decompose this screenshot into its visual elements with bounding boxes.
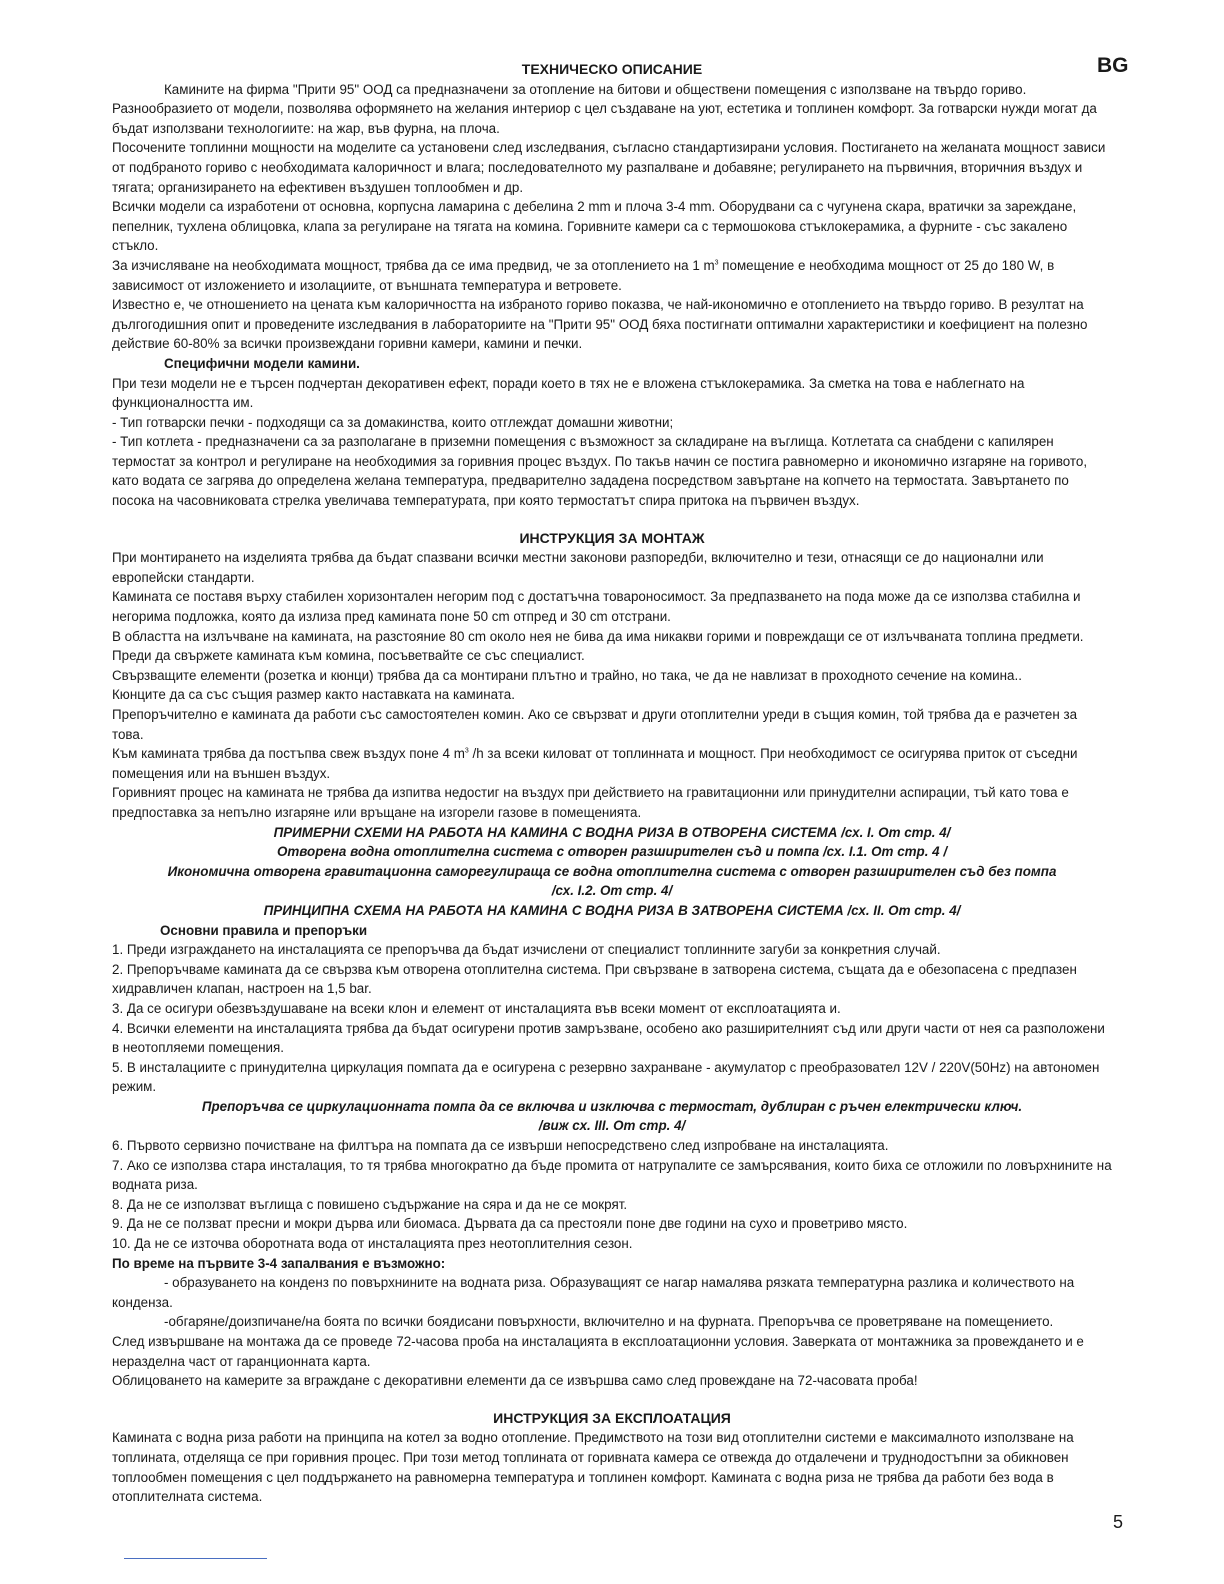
rule-item: 6. Първото сервизно почистване на филтъра на помпата да се извърши непосредствено след изпробване на инсталацията. <box>112 1138 889 1154</box>
paragraph: След извършване на монтажа да се проведе 72-часова проба на инсталацията в експлоатационни условия. Заверката от монтажника за провеждането и е неразделна част от гаранционната карта. <box>112 1334 1084 1369</box>
paragraph: Облицоването на камерите за вграждане с декоративни елементи да се извършва само след провеждане на 72-часовата проба! <box>112 1373 918 1389</box>
text-run: За изчисляване на необходимата мощност, трябва да се има предвид, че за отоплението на 1 m <box>112 257 715 273</box>
paragraph: Посочените топлинни мощности на моделите са установени след изследвания, съгласно стандартизирани условия. Постигането на желаната мощност зависи от подбраното гориво с необходимата калоричност и влага; последователното му разпалване и добавяне; регулирането на първичния, вторичния въздух и тягата; организирането на ефективен въздушен топлообмен и др. <box>112 140 1106 195</box>
paragraph: Известно е, че отношението на цената към калоричността на избраното гориво показва, че най-икономично е отоплението на твърдо гориво. В резултат на дългогодишния опит и проведените изследвания в лабораториите на "Прити 95" ООД бяха постигнати оптимални характеристики и коефициент на полезно действие 60-80% за всички произвеждани горивни камери, камини и печки. <box>112 297 1088 352</box>
rule-item: 4. Всички елементи на инсталацията трябва да бъдат осигурени против замръзване, особено ако разширителният съд или други части от нея са разположени в неотопляеми помещения. <box>112 1020 1105 1056</box>
paragraph: -обгаряне/доизпичане/на боята по всички боядисани повърхности, включително и на фурната. Препоръчва се проветряване на помещението. <box>164 1314 1054 1330</box>
scheme-heading: Икономична отворена гравитационна саморегулираща се водна отоплителна система с отворен разширителен съд без помпа <box>167 863 1057 879</box>
rule-item: 8. Да не се използват въглища с повишено съдържание на сяра и да не се мокрят. <box>112 1196 628 1212</box>
scheme-heading: /сх. I.2. От стр. 4/ <box>551 883 673 899</box>
subtitle-rules: Основни правила и препоръки <box>160 922 368 938</box>
rule-item: 9. Да не се ползват пресни и мокри дърва или биомаса. Дървата да са престояли поне две години на сухо и проветриво място. <box>112 1216 908 1232</box>
footnote-divider <box>124 1558 267 1559</box>
subtitle-first-ignitions: По време на първите 3-4 запалвания е възможно: <box>112 1255 446 1271</box>
paragraph: Свързващите елементи (розетка и кюнци) трябва да са монтирани плътно и трайно, но така, че да не навлизат в проходното сечение на комина.. <box>112 667 1022 683</box>
paragraph: Препоръчително е камината да работи със самостоятелен комин. Ако се свързват и други отоплителни уреди в същия комин, той трябва да е разчетен за това. <box>112 707 1078 742</box>
rule-item: 3. Да се осигури обезвъздушаване на всеки клон и елемент от инсталацията във всеки момент от експлоатацията и. <box>112 1000 841 1016</box>
paragraph: Камината с водна риза работи на принципа на котел за водно отопление. Предимството на този вид отоплителни системи е максималното използване на топлината, отделяща се при горивния процес. При този метод топлината от горивната камера се отвежда до отдалечени и труднодостъпни за обикновен топлообмен помещения с цел поддържането на равномерна температура и топлинен комфорт. Камината с водна риза не трябва да работи без вода в отоплителната система. <box>112 1430 1074 1505</box>
paragraph: Преди да свържете камината към комина, посъветвайте се със специалист. <box>112 648 585 664</box>
page-number: 5 <box>1113 1512 1124 1532</box>
paragraph: Камината се поставя върху стабилен хоризонтален негорим под с достатъчна товароносимост. За предпазването на пода може да се използва стабилна и негорима подложка, която да излиза пред камината поне 50 cm отпред и 30 cm отстрани. <box>112 589 1081 625</box>
paragraph: - Тип готварски печки - подходящи са за домакинства, които отглеждат домашни животни; <box>112 414 674 430</box>
paragraph: Всички модели са изработени от основна, корпусна ламарина с дебелина 2 mm и плоча 3-4 mm. Оборудвани са с чугунена скара, вратички за зареждане, пепелник, тухлена облицовка, клапа за регулиране на тягата на комина. Горивните камери са с термошокова стъклокерамика, а фурните - със закалено стъкло. <box>112 199 1077 254</box>
rule-item: 5. В инсталациите с принудителна циркулация помпата да е осигурена с резервно захранване - акумулатор с преобразовател 12V / 220V(50Hz) на автономен режим. <box>112 1059 1100 1095</box>
paragraph: Горивният процес на камината не трябва да изпитва недостиг на въздух при действието на гравитационни или принудителни аспирации, тъй като това е предпоставка за непълно изгаряне или връщане на изгорели газове в помещенията. <box>112 785 1069 820</box>
paragraph <box>112 256 1112 295</box>
section-title-operation: ИНСТРУКЦИЯ ЗА ЕКСПЛОАТАЦИЯ <box>493 1409 731 1426</box>
paragraph: При монтирането на изделията трябва да бъдат спазвани всички местни законови разпоредби, включително и тези, отнасящи се до национални или европейски стандарти. <box>112 550 1044 585</box>
paragraph: Кюнците да са със същия размер както наставката на камината. <box>112 687 515 703</box>
text-run: помещение е необходима мощност от 25 до 180 W, в зависимост от изложението и изолациите, от външната температура и ветровете. <box>112 257 1055 293</box>
paragraph: При тези модели не е търсен подчертан декоративен ефект, поради което в тях не е вложена стъклокерамика. За сметка на това е наблегнато на функционалността им. <box>112 375 1025 411</box>
document-body <box>112 60 1112 1507</box>
language-code: BG <box>1097 54 1129 77</box>
rule-item: 2. Препоръчваме камината да се свързва към отворена отоплителна система. При свързване в затворена система, същата да е обезопасена с предпазен хидравличен клапан, настроен на 1,5 bar. <box>112 961 1077 997</box>
rule-item: 7. Ако се използва стара инсталация, то тя трябва многократно да бъде промита от натрупалите се замърсявания, които биха се отложили по ловърхнините на водната риза. <box>112 1157 1112 1193</box>
text-run: /h за всеки киловат от топлинната и мощност. При необходимост се осигурява приток от съседни помещения или на външен въздух. <box>112 746 1078 781</box>
superscript: 3 <box>714 259 719 267</box>
paragraph <box>112 744 1112 783</box>
scheme-heading: ПРИМЕРНИ СХЕМИ НА РАБОТА НА КАМИНА С ВОДНА РИЗА В ОТВОРЕНА СИСТЕМА /сх. I. От стр. 4/ <box>273 824 951 840</box>
rule-item: 1. Преди изграждането на инсталацията се препоръчва да бъдат изчислени от специалист топлинните загуби за конкретния случай. <box>112 942 941 958</box>
paragraph: В областта на излъчване на камината, на разстояние 80 cm около нея не бива да има никакви горими и повреждащи се от излъчваната топлина предмети. <box>112 628 1084 644</box>
subtitle-specific-models: Специфични модели камини. <box>164 355 360 371</box>
section-title-installation: ИНСТРУКЦИЯ ЗА МОНТАЖ <box>519 529 705 546</box>
paragraph: Камините на фирма "Прити 95" ООД са предназначени за отопление на битови и обществени помещения с използване на твърдо гориво. Разнообразието от модели, позволява оформянето на желания интериор с цел създаване на уют, естетика и топлинен комфорт. За готварски нужди могат да бъдат използвани технологиите: на жар, във фурна, на плоча. <box>112 81 1097 136</box>
superscript: 3 <box>464 747 469 755</box>
rule-item: 10. Да не се източва оборотната вода от инсталацията през неотоплителния сезон. <box>112 1236 633 1252</box>
pump-note: Препоръчва се циркулационната помпа да се включва и изключва с термостат, дублиран с ръчен електрически ключ. <box>201 1098 1023 1114</box>
text-run: Към камината трябва да постъпва свеж въздух поне 4 m <box>112 746 465 762</box>
paragraph: - Тип котлета - предназначени са за разполагане в приземни помещения с възможност за складиране на въглища. Котлетата са снабдени с капилярен термостат за контрол и регулиране на необходимия за горивния процес въздух. По такъв начин се постига равномерно и икономично изгаряне на горивото, като водата се загрява до определена желана температура, предварително зададена посредством завъртане на копчето на термостата. Завъртането по посока на часовниковата стрелка увеличава температурата, при която термостатът спира притока на първичен въздух. <box>112 434 1088 509</box>
section-title-technical: ТЕХНИЧЕСКО ОПИСАНИЕ <box>521 61 703 77</box>
scheme-heading: ПРИНЦИПНА СХЕМА НА РАБОТА НА КАМИНА С ВОДНА РИЗА В ЗАТВОРЕНА СИСТЕМА /сх. II. От стр. 4/ <box>263 902 961 918</box>
pump-note: /виж сх. III. От стр. 4/ <box>538 1118 686 1134</box>
scheme-heading: Отворена водна отоплителна система с отворен разширителен съд и помпа /сх. I.1. От стр. 4 / <box>276 844 948 860</box>
paragraph: - образуването на конденз по повърхнините на водната риза. Образуващият се нагар намалява рязката температурна разлика и количеството на конденза. <box>112 1275 1075 1310</box>
